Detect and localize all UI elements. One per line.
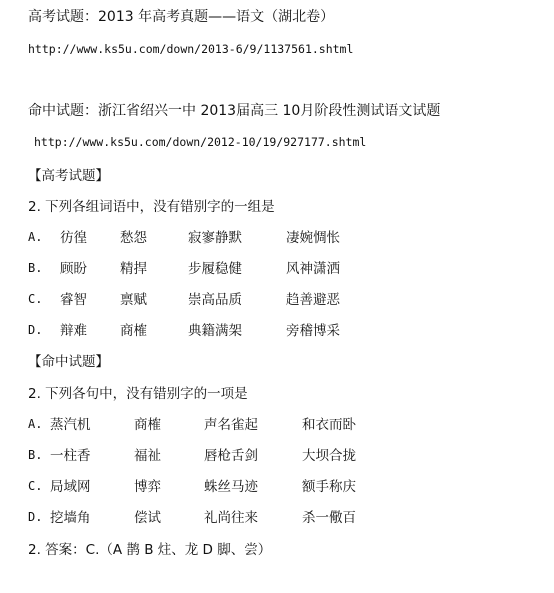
gaokao-url[interactable]: http://www.ks5u.com/down/2013-6/9/1137561.shtml (28, 42, 354, 56)
option-word: 精捍 (120, 261, 147, 277)
option-letter: B. (28, 261, 43, 275)
option-word: 旁稽博采 (286, 323, 340, 339)
option-word: 蒸汽机 (50, 417, 91, 433)
option-word: 局域网 (50, 479, 91, 495)
option-letter: B. (28, 448, 43, 462)
option-letter: C. (28, 292, 43, 306)
gaokao-heading: 高考试题：2013 年高考真题——语文（湖北卷） (28, 9, 335, 25)
option-word: 辩难 (60, 323, 87, 339)
option-word: 禀赋 (120, 292, 147, 308)
option-word: 和衣而卧 (302, 417, 356, 433)
mingzhong-heading: 命中试题：浙江省绍兴一中 2013届高三 10月阶段性测试语文试题 (28, 103, 441, 119)
option-word: 挖墙角 (50, 510, 91, 526)
option-word: 寂寥静默 (188, 230, 242, 246)
option-letter: D. (28, 323, 43, 337)
option-word: 睿智 (60, 292, 87, 308)
option-letter: A. (28, 417, 43, 431)
option-word: 趋善避恶 (286, 292, 340, 308)
option-word: 杀一儆百 (302, 510, 356, 526)
option-letter: C. (28, 479, 43, 493)
mingzhong-url[interactable]: http://www.ks5u.com/down/2012-10/19/927177.shtml (34, 135, 367, 149)
option-word: 商榷 (134, 417, 161, 433)
option-label (28, 257, 54, 276)
option-word: 风神潇洒 (286, 261, 340, 277)
option-word: 愁怨 (120, 230, 147, 246)
option-label (28, 226, 54, 245)
section2-title: 【命中试题】 (28, 354, 109, 370)
option-word: 一柱香 (50, 448, 91, 464)
option-word: 礼尚往来 (204, 510, 258, 526)
option-word: 声名雀起 (204, 417, 258, 433)
section2-question: 2. 下列各句中，没有错别字的一项是 (28, 386, 248, 402)
answer-line: 2. 答案：C.（A 鹊 B 炷、龙 D 脚、尝） (28, 542, 272, 558)
option-word: 蛛丝马迹 (204, 479, 258, 495)
option-word: 博弈 (134, 479, 161, 495)
option-label (28, 288, 54, 307)
option-word: 额手称庆 (302, 479, 356, 495)
option-word: 偿试 (134, 510, 161, 526)
option-word: 大坝合拢 (302, 448, 356, 464)
option-word: 福祉 (134, 448, 161, 464)
option-letter: A. (28, 230, 43, 244)
option-word: 步履稳健 (188, 261, 242, 277)
option-word: 崇高品质 (188, 292, 242, 308)
option-word: 商榷 (120, 323, 147, 339)
option-letter: D. (28, 510, 43, 524)
option-word: 彷徨 (60, 230, 87, 246)
option-label (28, 319, 54, 338)
option-word: 凄婉惆怅 (286, 230, 340, 246)
option-word: 唇枪舌剑 (204, 448, 258, 464)
section1-question: 2. 下列各组词语中，没有错别字的一组是 (28, 199, 275, 215)
option-word: 顾盼 (60, 261, 87, 277)
section1-title: 【高考试题】 (28, 168, 109, 184)
option-word: 典籍满架 (188, 323, 242, 339)
